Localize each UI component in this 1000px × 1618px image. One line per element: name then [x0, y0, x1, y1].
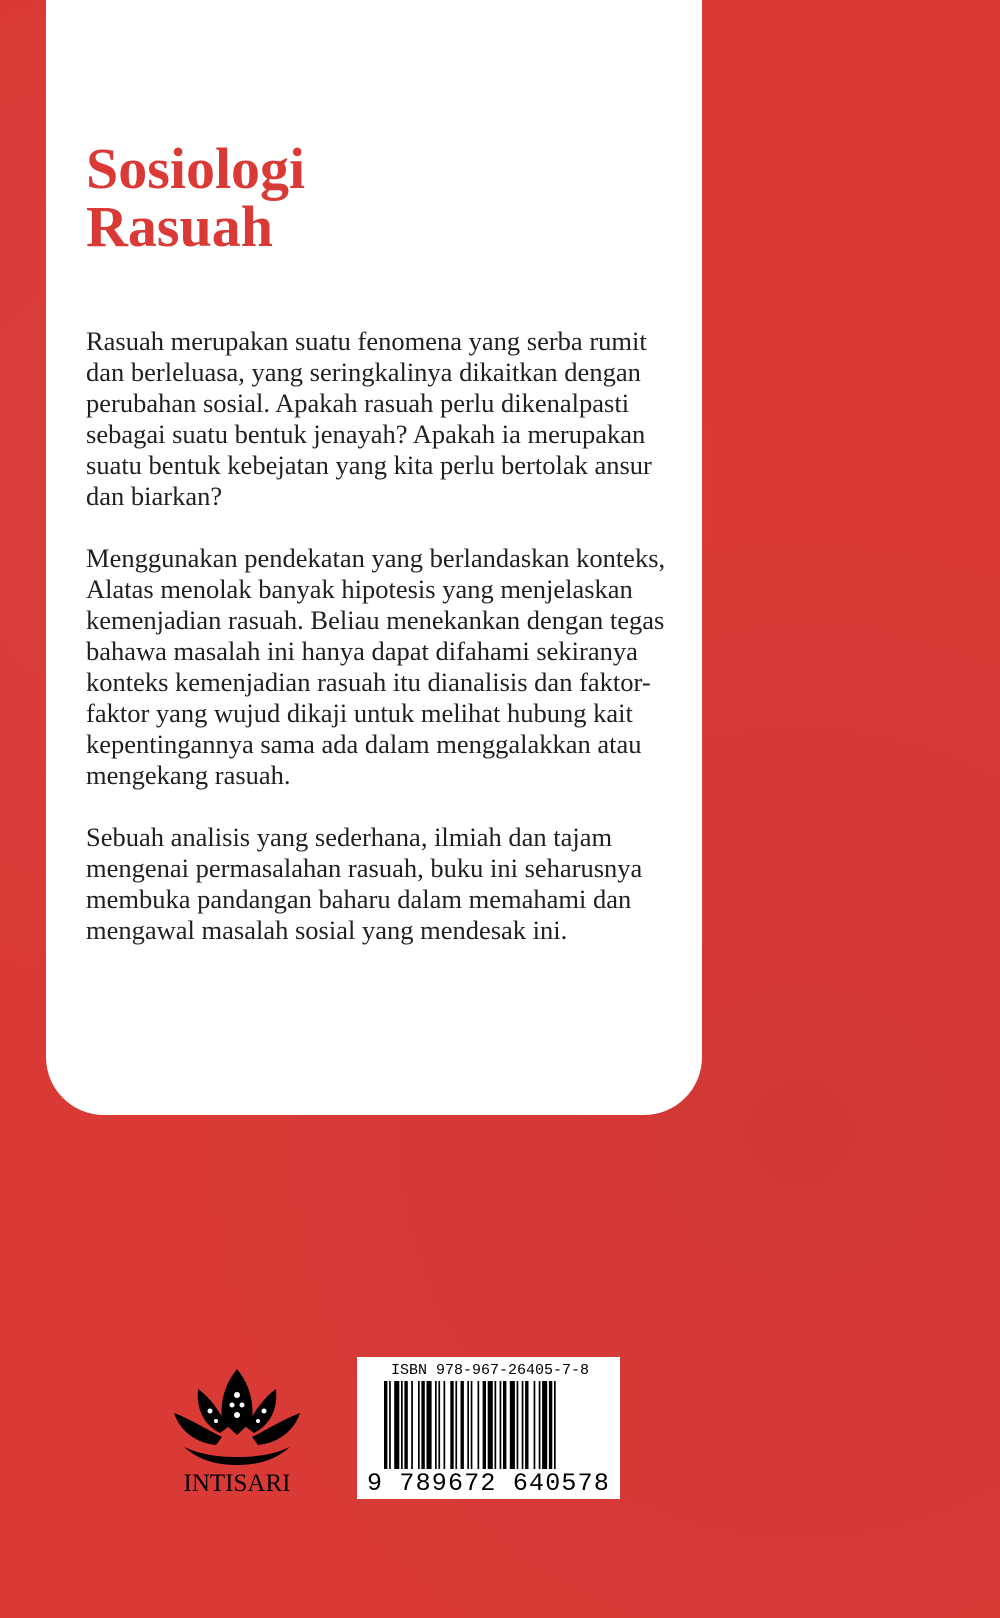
barcode-bar	[483, 1381, 486, 1469]
barcode-bar	[539, 1381, 541, 1469]
barcode-bar	[510, 1381, 515, 1469]
barcode-bars	[384, 1381, 598, 1469]
synopsis-paragraph-2: Menggunakan pendekatan yang berlandaskan konteks, Alatas menolak banyak hipotesis yang menjelaskan kemenjadian rasuah. Beliau menekankan dengan tegas bahawa masalah ini hanya dapat difahami sekiranya konteks kemenjadian rasuah itu dianalisis dan faktor-faktor yang wujud dikaji untuk melihat hubung kait kepentingannya sama ada dalam menggalakkan atau mengekang rasuah.	[86, 543, 666, 790]
barcode-bar	[471, 1381, 473, 1469]
isbn-label: ISBN 978-967-26405-7-8	[391, 1362, 590, 1379]
isbn-barcode	[357, 1357, 620, 1499]
barcode-bar	[438, 1381, 440, 1469]
barcode-bar	[525, 1381, 528, 1469]
barcode-bar	[517, 1381, 519, 1469]
barcode-bar	[467, 1381, 469, 1469]
book-title-line-2: Rasuah	[86, 194, 273, 259]
barcode-bar	[421, 1381, 424, 1469]
barcode-bar	[549, 1381, 552, 1469]
barcode-bar	[389, 1381, 391, 1469]
barcode-bar	[418, 1381, 420, 1469]
barcode-bar	[534, 1381, 536, 1469]
book-title-line-1: Sosiologi	[86, 136, 306, 201]
barcode-bar	[435, 1381, 437, 1469]
barcode-bar	[522, 1381, 524, 1469]
barcode-bar	[503, 1381, 506, 1469]
publisher-logo	[162, 1365, 312, 1500]
barcode-bar	[450, 1381, 453, 1469]
publisher-name: INTISARI	[183, 1470, 291, 1497]
barcode-bar	[427, 1381, 432, 1469]
barcode-bar	[401, 1381, 403, 1469]
barcode-bar	[455, 1381, 457, 1469]
barcode-bar	[478, 1381, 480, 1469]
barcode-bar	[542, 1381, 547, 1469]
barcode-bar	[444, 1381, 446, 1469]
barcode-bar	[500, 1381, 502, 1469]
barcode-bar	[488, 1381, 493, 1469]
barcode-bar	[384, 1381, 387, 1469]
barcode-bar	[404, 1381, 407, 1469]
synopsis	[86, 326, 676, 977]
barcode-bar	[394, 1381, 399, 1469]
book-title	[86, 136, 306, 259]
lotus-icon	[170, 1365, 304, 1469]
barcode-bar	[554, 1381, 556, 1469]
barcode-bar	[461, 1381, 464, 1469]
barcode-bar	[411, 1381, 413, 1469]
barcode-digits: 9 789672 640578	[367, 1469, 611, 1498]
synopsis-paragraph-1: Rasuah merupakan suatu fenomena yang serba rumit dan berleluasa, yang seringkalinya dikaitkan dengan perubahan sosial. Apakah rasuah perlu dikenalpasti sebagai suatu bentuk jenayah? Apakah ia merupakan suatu bentuk kebejatan yang kita perlu bertolak ansur dan biarkan?	[86, 326, 652, 511]
barcode-bar	[495, 1381, 497, 1469]
synopsis-paragraph-3: Sebuah analisis yang sederhana, ilmiah dan tajam mengenai permasalahan rasuah, buku ini seharusnya membuka pandangan baharu dalam memahami dan mengawal masalah sosial yang mendesak ini.	[86, 822, 643, 945]
